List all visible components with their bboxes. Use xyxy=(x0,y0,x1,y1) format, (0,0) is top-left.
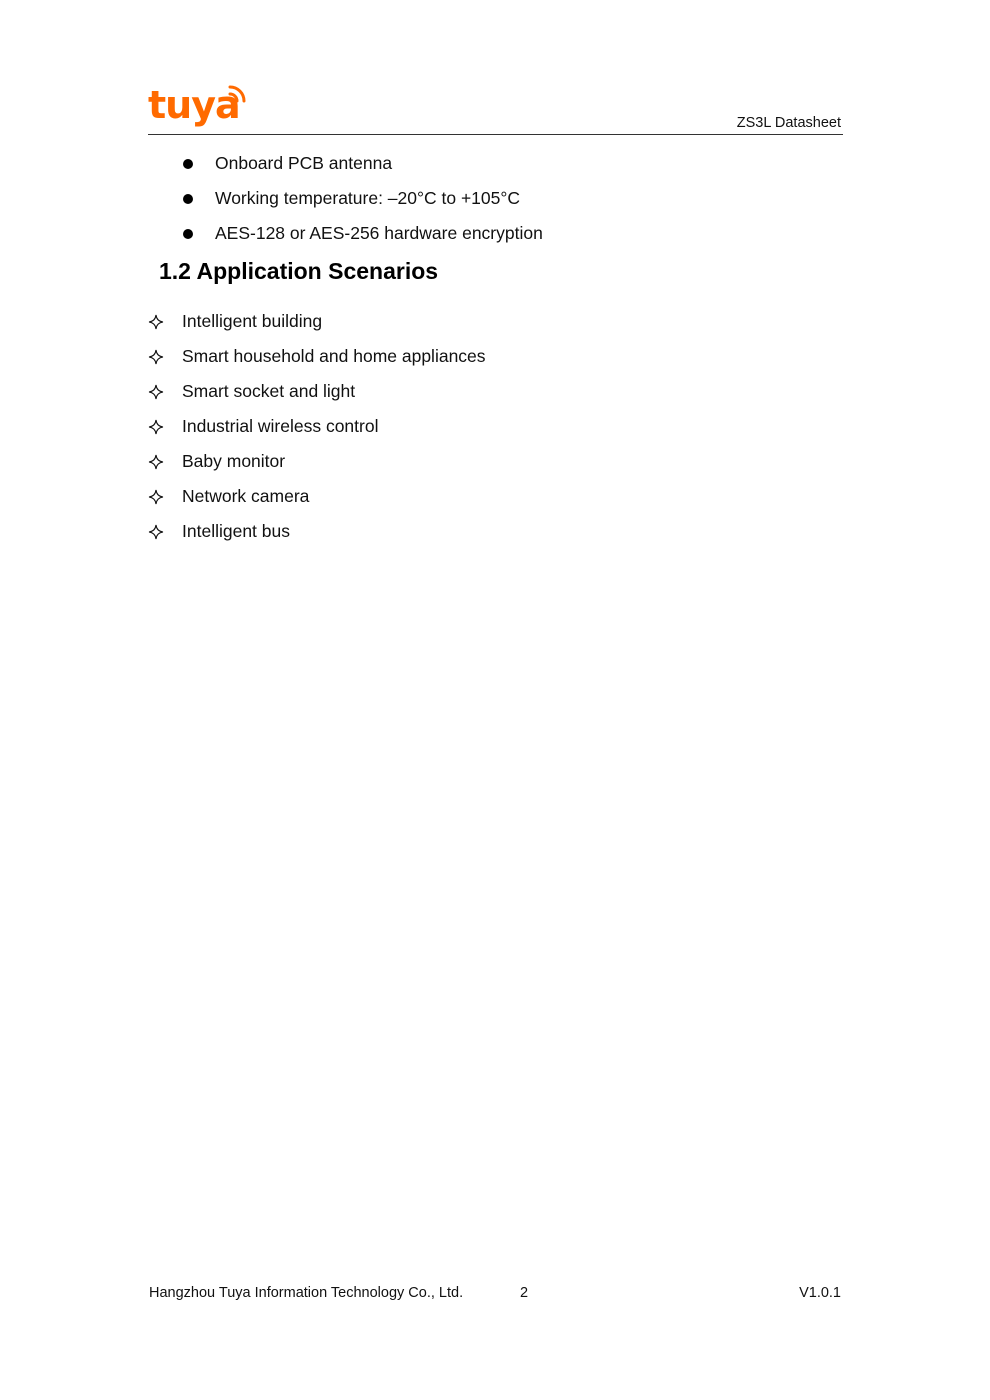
scenario-list xyxy=(148,304,486,549)
list-item xyxy=(148,514,486,549)
document-version: V1.0.1 xyxy=(799,1285,841,1301)
list-item xyxy=(148,374,486,409)
logo-text: tuya xyxy=(148,83,240,127)
scenario-text: Industrial wireless control xyxy=(182,416,379,436)
list-item xyxy=(180,216,543,251)
four-point-star-icon xyxy=(148,314,164,330)
page-footer xyxy=(149,1285,841,1305)
feature-list xyxy=(180,146,543,251)
bullet-icon xyxy=(183,194,193,204)
list-item xyxy=(148,479,486,514)
list-item xyxy=(148,409,486,444)
scenario-text: Baby monitor xyxy=(182,451,286,471)
footer-company: Hangzhou Tuya Information Technology Co., Ltd. xyxy=(149,1285,464,1301)
four-point-star-icon xyxy=(148,454,164,470)
feature-text: Working temperature: –20°C to +105°C xyxy=(215,188,521,208)
tuya-logo xyxy=(148,80,240,132)
four-point-star-icon xyxy=(148,489,164,505)
four-point-star-icon xyxy=(148,384,164,400)
four-point-star-icon xyxy=(148,419,164,435)
section-heading: 1.2 Application Scenarios xyxy=(159,258,439,284)
list-item xyxy=(180,181,543,216)
feature-text: Onboard PCB antenna xyxy=(215,153,393,173)
four-point-star-icon xyxy=(148,349,164,365)
page-header xyxy=(148,78,843,135)
list-item xyxy=(148,304,486,339)
scenario-text: Smart household and home appliances xyxy=(182,346,486,366)
page-number: 2 xyxy=(520,1285,529,1301)
bullet-icon xyxy=(183,229,193,239)
wifi-signal-icon xyxy=(226,84,248,106)
scenario-text: Intelligent building xyxy=(182,311,323,331)
scenario-text: Network camera xyxy=(182,486,310,506)
list-item xyxy=(180,146,543,181)
scenario-text: Intelligent bus xyxy=(182,521,290,541)
document-title: ZS3L Datasheet xyxy=(736,115,841,131)
list-item xyxy=(148,339,486,374)
scenario-text: Smart socket and light xyxy=(182,381,356,401)
bullet-icon xyxy=(183,159,193,169)
four-point-star-icon xyxy=(148,524,164,540)
list-item xyxy=(148,444,486,479)
feature-text: AES-128 or AES-256 hardware encryption xyxy=(215,223,543,243)
